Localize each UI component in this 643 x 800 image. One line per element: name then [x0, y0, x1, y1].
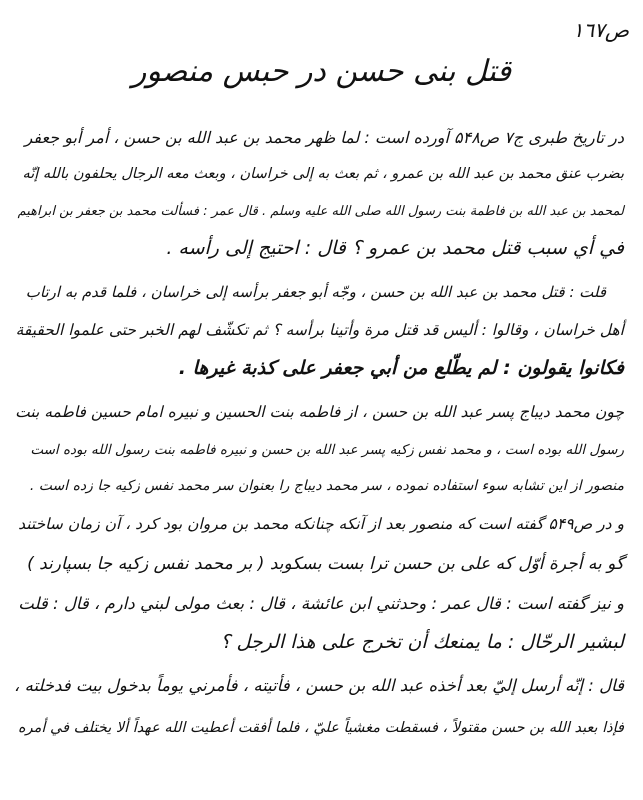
text-line: فكانوا يقولون : لم يطّلع من أبي جعفر على كذبة غيرها .	[178, 357, 624, 379]
text-line: و در ص۵۴۹ گفته است كه منصور بعد از آنكه چنانكه محمد بن مروان بود كرد ، آن زمان ساختند	[18, 515, 624, 533]
text-line: منصور از اين تشابه سوء استفاده نموده ، سر محمد ديباج را بعنوان سر محمد نفس زكيه جا زده است .	[29, 478, 624, 494]
text-line: و نيز گفته است : قال عمر : وحدثني ابن عائشة ، قال : بعث مولى لبني دارم ، قال : قلت	[18, 594, 624, 613]
text-line: در تاریخ طبری ج۷ ص۵۴۸ آورده است : لما ظهر محمد بن عبد الله بن حسن ، أمر أبو جعفر	[24, 128, 624, 147]
page-title: قتل بنی حسن در حبس منصور	[131, 54, 512, 89]
text-line: قلت : قتل محمد بن عبد الله بن حسن ، وجّه أبو جعفر برأسه إلى خراسان ، فلما قدم به ارتاب	[25, 283, 606, 301]
text-line: رسول الله بوده است ، و محمد نفس زكيه پسر عبد الله بن حسن و نبيره فاطمه بنت رسول الله بوده است	[30, 442, 624, 458]
text-line: لبشير الرحّال : ما يمنعك أن تخرج على هذا الرجل ؟	[220, 631, 624, 653]
text-line: چون محمد ديباج پسر عبد الله بن حسن ، از فاطمه بنت الحسين و نبيره امام حسين فاطمه بنت	[15, 403, 624, 421]
text-line: فإذا بعبد الله بن حسن مقتولاً ، فسقطت مغشياً عليّ ، فلما أفقت أعطيت الله عهداً ألا يختلف في أمره	[18, 720, 624, 736]
text-line: بضرب عنق محمد بن عبد الله بن عمرو ، ثم بعث به إلى خراسان ، وبعث معه الرجال يحلفون بالله إنّه	[22, 166, 624, 182]
text-line: گو به أجرة أوّل كه على بن حسن ترا بست بسكوبد ( بر محمد نفس زكيه جا بسپارند )	[27, 554, 624, 574]
text-line: أهل خراسان ، وقالوا : أليس قد قتل مرة وأتينا برأسه ؟ ثم تكشّف لهم الخبر حتى علموا الحقيقة	[15, 321, 624, 339]
text-line: قال : إنّه أرسل إليّ بعد أخذه عبد الله بن حسن ، فأتيته ، فأمرني يوماً بدخول بيت فدخلته ،	[14, 676, 624, 695]
text-line: في أي سبب قتل محمد بن عمرو ؟ قال : احتيج إلى رأسه .	[166, 237, 624, 259]
page-number: ص١٦٧	[572, 18, 629, 42]
text-line: لمحمد بن عبد الله بن فاطمة بنت رسول الله صلى الله عليه وسلم . قال عمر : فسألت محمد بن جعفر بن ابراهيم	[17, 204, 624, 219]
